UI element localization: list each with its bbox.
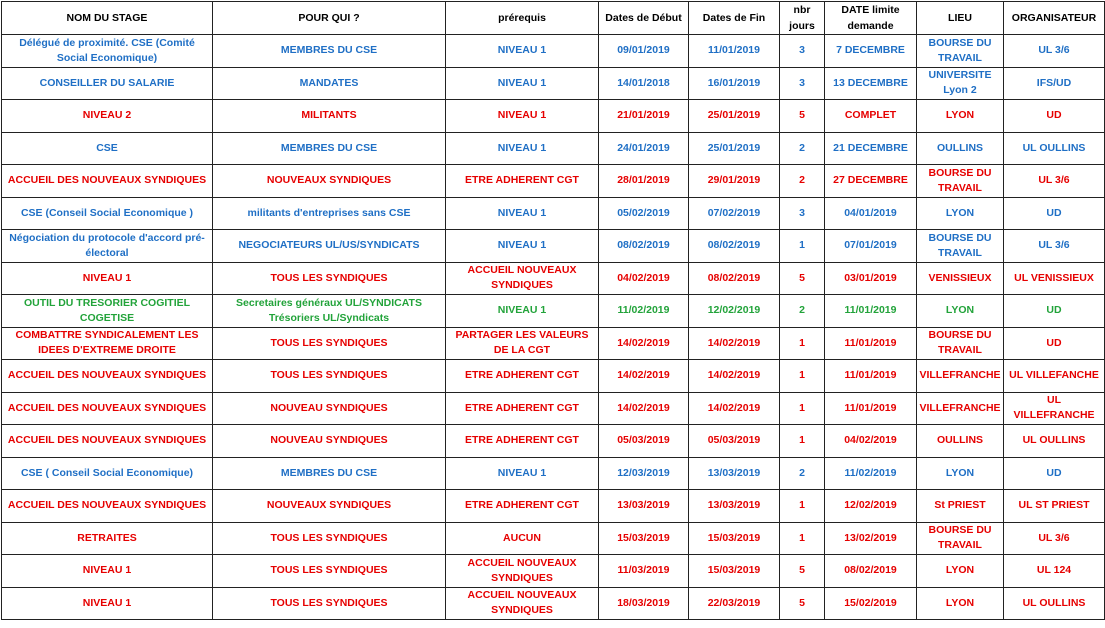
cell-date-limite: 08/02/2019 xyxy=(825,555,917,588)
cell-pour-qui: NOUVEAU SYNDIQUES xyxy=(213,392,446,425)
table-row xyxy=(2,35,1105,68)
cell-pour-qui: MEMBRES DU CSE xyxy=(213,132,446,165)
cell-lieu: BOURSE DU TRAVAIL xyxy=(917,230,1004,263)
cell-date-debut: 05/02/2019 xyxy=(599,197,689,230)
cell-date-fin: 13/03/2019 xyxy=(689,490,780,523)
header-row xyxy=(2,2,1105,35)
cell-nbr-jours: 1 xyxy=(780,522,825,555)
table-row xyxy=(2,360,1105,393)
cell-organisateur: UL OULLINS xyxy=(1004,425,1105,458)
cell-nom-du-stage: OUTIL DU TRESORIER COGITIEL COGETISE xyxy=(2,295,213,328)
cell-date-limite: 12/02/2019 xyxy=(825,490,917,523)
cell-prerequis: ETRE ADHERENT CGT xyxy=(446,165,599,198)
cell-nom-du-stage: NIVEAU 1 xyxy=(2,587,213,620)
cell-date-debut: 14/01/2018 xyxy=(599,67,689,100)
cell-prerequis: ETRE ADHERENT CGT xyxy=(446,392,599,425)
cell-prerequis: ETRE ADHERENT CGT xyxy=(446,360,599,393)
cell-pour-qui: MEMBRES DU CSE xyxy=(213,457,446,490)
cell-pour-qui: TOUS LES SYNDIQUES xyxy=(213,522,446,555)
cell-date-limite: 11/02/2019 xyxy=(825,457,917,490)
cell-lieu: BOURSE DU TRAVAIL xyxy=(917,35,1004,68)
cell-organisateur: UL 124 xyxy=(1004,555,1105,588)
cell-nbr-jours: 1 xyxy=(780,360,825,393)
cell-lieu: LYON xyxy=(917,100,1004,133)
cell-lieu: VILLEFRANCHE xyxy=(917,360,1004,393)
cell-date-fin: 15/03/2019 xyxy=(689,555,780,588)
cell-date-debut: 13/03/2019 xyxy=(599,490,689,523)
cell-date-limite: 13/02/2019 xyxy=(825,522,917,555)
header-prerequis: prérequis xyxy=(446,2,599,35)
cell-date-debut: 14/02/2019 xyxy=(599,360,689,393)
cell-nbr-jours: 5 xyxy=(780,262,825,295)
table-row xyxy=(2,197,1105,230)
cell-organisateur: UD xyxy=(1004,197,1105,230)
cell-date-fin: 22/03/2019 xyxy=(689,587,780,620)
cell-date-fin: 14/02/2019 xyxy=(689,392,780,425)
cell-date-debut: 24/01/2019 xyxy=(599,132,689,165)
header-date-limite: DATE limite demande xyxy=(825,2,917,35)
header-nom-du-stage: NOM DU STAGE xyxy=(2,2,213,35)
table-row xyxy=(2,67,1105,100)
cell-date-fin: 08/02/2019 xyxy=(689,230,780,263)
cell-date-limite: 04/02/2019 xyxy=(825,425,917,458)
cell-date-fin: 14/02/2019 xyxy=(689,360,780,393)
cell-lieu: OULLINS xyxy=(917,132,1004,165)
cell-pour-qui: TOUS LES SYNDIQUES xyxy=(213,360,446,393)
cell-prerequis: ACCUEIL NOUVEAUX SYNDIQUES xyxy=(446,262,599,295)
cell-pour-qui: TOUS LES SYNDIQUES xyxy=(213,587,446,620)
cell-date-fin: 15/03/2019 xyxy=(689,522,780,555)
cell-pour-qui: MANDATES xyxy=(213,67,446,100)
table-row xyxy=(2,587,1105,620)
cell-date-fin: 12/02/2019 xyxy=(689,295,780,328)
table-row xyxy=(2,392,1105,425)
cell-nbr-jours: 1 xyxy=(780,425,825,458)
cell-date-debut: 14/02/2019 xyxy=(599,392,689,425)
header-pour-qui: POUR QUI ? xyxy=(213,2,446,35)
cell-prerequis: NIVEAU 1 xyxy=(446,100,599,133)
header-nbr-jours: nbr jours xyxy=(780,2,825,35)
cell-nbr-jours: 5 xyxy=(780,555,825,588)
cell-organisateur: UD xyxy=(1004,295,1105,328)
cell-pour-qui: militants d'entreprises sans CSE xyxy=(213,197,446,230)
cell-date-fin: 25/01/2019 xyxy=(689,132,780,165)
cell-date-limite: 11/01/2019 xyxy=(825,392,917,425)
cell-organisateur: UL VILLEFANCHE xyxy=(1004,360,1105,393)
cell-lieu: St PRIEST xyxy=(917,490,1004,523)
cell-prerequis: NIVEAU 1 xyxy=(446,230,599,263)
cell-pour-qui: NEGOCIATEURS UL/US/SYNDICATS xyxy=(213,230,446,263)
cell-nbr-jours: 2 xyxy=(780,165,825,198)
cell-prerequis: AUCUN xyxy=(446,522,599,555)
cell-date-fin: 16/01/2019 xyxy=(689,67,780,100)
cell-date-fin: 08/02/2019 xyxy=(689,262,780,295)
header-date-fin: Dates de Fin xyxy=(689,2,780,35)
cell-date-fin: 05/03/2019 xyxy=(689,425,780,458)
cell-organisateur: IFS/UD xyxy=(1004,67,1105,100)
cell-nom-du-stage: NIVEAU 1 xyxy=(2,262,213,295)
header-date-debut: Dates de Début xyxy=(599,2,689,35)
cell-nom-du-stage: Délégué de proximité. CSE (Comité Social Economique) xyxy=(2,35,213,68)
cell-nom-du-stage: NIVEAU 2 xyxy=(2,100,213,133)
cell-date-limite: 15/02/2019 xyxy=(825,587,917,620)
cell-date-debut: 11/03/2019 xyxy=(599,555,689,588)
cell-pour-qui: NOUVEAUX SYNDIQUES xyxy=(213,490,446,523)
cell-lieu: VILLEFRANCHE xyxy=(917,392,1004,425)
table-row xyxy=(2,262,1105,295)
cell-date-fin: 14/02/2019 xyxy=(689,327,780,360)
cell-date-limite: 7 DECEMBRE xyxy=(825,35,917,68)
cell-nbr-jours: 2 xyxy=(780,457,825,490)
cell-date-debut: 05/03/2019 xyxy=(599,425,689,458)
cell-organisateur: UL OULLINS xyxy=(1004,132,1105,165)
header-lieu: LIEU xyxy=(917,2,1004,35)
cell-prerequis: NIVEAU 1 xyxy=(446,457,599,490)
cell-pour-qui: NOUVEAUX SYNDIQUES xyxy=(213,165,446,198)
cell-organisateur: UL 3/6 xyxy=(1004,230,1105,263)
cell-lieu: LYON xyxy=(917,197,1004,230)
cell-prerequis: NIVEAU 1 xyxy=(446,132,599,165)
cell-organisateur: UL ST PRIEST xyxy=(1004,490,1105,523)
cell-organisateur: UD xyxy=(1004,100,1105,133)
cell-prerequis: PARTAGER LES VALEURS DE LA CGT xyxy=(446,327,599,360)
cell-nbr-jours: 5 xyxy=(780,100,825,133)
cell-date-debut: 14/02/2019 xyxy=(599,327,689,360)
cell-nom-du-stage: CSE xyxy=(2,132,213,165)
table-row xyxy=(2,100,1105,133)
cell-lieu: LYON xyxy=(917,587,1004,620)
cell-date-debut: 08/02/2019 xyxy=(599,230,689,263)
table-row xyxy=(2,295,1105,328)
cell-date-fin: 11/01/2019 xyxy=(689,35,780,68)
cell-date-limite: 13 DECEMBRE xyxy=(825,67,917,100)
cell-prerequis: ACCUEIL NOUVEAUX SYNDIQUES xyxy=(446,555,599,588)
cell-date-debut: 18/03/2019 xyxy=(599,587,689,620)
cell-nom-du-stage: COMBATTRE SYNDICALEMENT LES IDEES D'EXTREME DROITE xyxy=(2,327,213,360)
cell-date-debut: 15/03/2019 xyxy=(599,522,689,555)
cell-pour-qui: Secretaires généraux UL/SYNDICATS Trésoriers UL/Syndicats xyxy=(213,295,446,328)
training-schedule-table xyxy=(1,1,1105,620)
table-row xyxy=(2,327,1105,360)
cell-date-limite: 03/01/2019 xyxy=(825,262,917,295)
cell-nom-du-stage: Négociation du protocole d'accord pré-électoral xyxy=(2,230,213,263)
cell-organisateur: UL 3/6 xyxy=(1004,35,1105,68)
cell-nom-du-stage: ACCUEIL DES NOUVEAUX SYNDIQUES xyxy=(2,490,213,523)
table-row xyxy=(2,132,1105,165)
cell-nbr-jours: 1 xyxy=(780,490,825,523)
cell-date-fin: 29/01/2019 xyxy=(689,165,780,198)
table-row xyxy=(2,425,1105,458)
table-row xyxy=(2,230,1105,263)
table-row xyxy=(2,555,1105,588)
cell-organisateur: UL VENISSIEUX xyxy=(1004,262,1105,295)
cell-nom-du-stage: CSE ( Conseil Social Economique) xyxy=(2,457,213,490)
cell-prerequis: ACCUEIL NOUVEAUX SYNDIQUES xyxy=(446,587,599,620)
cell-prerequis: ETRE ADHERENT CGT xyxy=(446,490,599,523)
cell-lieu: LYON xyxy=(917,457,1004,490)
cell-date-debut: 12/03/2019 xyxy=(599,457,689,490)
cell-nom-du-stage: ACCUEIL DES NOUVEAUX SYNDIQUES xyxy=(2,360,213,393)
cell-nbr-jours: 1 xyxy=(780,230,825,263)
cell-date-limite: 04/01/2019 xyxy=(825,197,917,230)
cell-pour-qui: TOUS LES SYNDIQUES xyxy=(213,262,446,295)
table-row xyxy=(2,457,1105,490)
cell-date-limite: 07/01/2019 xyxy=(825,230,917,263)
cell-lieu: VENISSIEUX xyxy=(917,262,1004,295)
cell-prerequis: NIVEAU 1 xyxy=(446,35,599,68)
table-row xyxy=(2,165,1105,198)
cell-nbr-jours: 2 xyxy=(780,295,825,328)
cell-nom-du-stage: ACCUEIL DES NOUVEAUX SYNDIQUES xyxy=(2,425,213,458)
cell-organisateur: UL OULLINS xyxy=(1004,587,1105,620)
cell-nom-du-stage: RETRAITES xyxy=(2,522,213,555)
cell-nom-du-stage: NIVEAU 1 xyxy=(2,555,213,588)
cell-pour-qui: TOUS LES SYNDIQUES xyxy=(213,555,446,588)
cell-prerequis: ETRE ADHERENT CGT xyxy=(446,425,599,458)
cell-date-limite: 11/01/2019 xyxy=(825,360,917,393)
cell-lieu: BOURSE DU TRAVAIL xyxy=(917,522,1004,555)
cell-nom-du-stage: CSE (Conseil Social Economique ) xyxy=(2,197,213,230)
cell-pour-qui: MEMBRES DU CSE xyxy=(213,35,446,68)
cell-organisateur: UL VILLEFRANCHE xyxy=(1004,392,1105,425)
cell-date-debut: 11/02/2019 xyxy=(599,295,689,328)
cell-date-limite: 11/01/2019 xyxy=(825,295,917,328)
cell-nbr-jours: 3 xyxy=(780,197,825,230)
header-organisateur: ORGANISATEUR xyxy=(1004,2,1105,35)
cell-nbr-jours: 1 xyxy=(780,392,825,425)
cell-date-limite: 27 DECEMBRE xyxy=(825,165,917,198)
cell-nbr-jours: 3 xyxy=(780,67,825,100)
cell-date-limite: 11/01/2019 xyxy=(825,327,917,360)
cell-lieu: OULLINS xyxy=(917,425,1004,458)
cell-date-limite: 21 DECEMBRE xyxy=(825,132,917,165)
table-row xyxy=(2,490,1105,523)
table-row xyxy=(2,522,1105,555)
cell-prerequis: NIVEAU 1 xyxy=(446,197,599,230)
cell-date-debut: 28/01/2019 xyxy=(599,165,689,198)
cell-organisateur: UL 3/6 xyxy=(1004,165,1105,198)
cell-date-fin: 13/03/2019 xyxy=(689,457,780,490)
cell-organisateur: UD xyxy=(1004,457,1105,490)
cell-pour-qui: MILITANTS xyxy=(213,100,446,133)
cell-prerequis: NIVEAU 1 xyxy=(446,295,599,328)
cell-organisateur: UD xyxy=(1004,327,1105,360)
cell-date-fin: 25/01/2019 xyxy=(689,100,780,133)
cell-nbr-jours: 2 xyxy=(780,132,825,165)
cell-prerequis: NIVEAU 1 xyxy=(446,67,599,100)
cell-nom-du-stage: ACCUEIL DES NOUVEAUX SYNDIQUES xyxy=(2,392,213,425)
cell-date-fin: 07/02/2019 xyxy=(689,197,780,230)
cell-nbr-jours: 1 xyxy=(780,327,825,360)
cell-nbr-jours: 5 xyxy=(780,587,825,620)
cell-date-limite: COMPLET xyxy=(825,100,917,133)
cell-nbr-jours: 3 xyxy=(780,35,825,68)
cell-lieu: BOURSE DU TRAVAIL xyxy=(917,165,1004,198)
cell-nom-du-stage: ACCUEIL DES NOUVEAUX SYNDIQUES xyxy=(2,165,213,198)
cell-pour-qui: NOUVEAU SYNDIQUES xyxy=(213,425,446,458)
cell-date-debut: 09/01/2019 xyxy=(599,35,689,68)
cell-organisateur: UL 3/6 xyxy=(1004,522,1105,555)
cell-lieu: LYON xyxy=(917,295,1004,328)
cell-date-debut: 21/01/2019 xyxy=(599,100,689,133)
cell-pour-qui: TOUS LES SYNDIQUES xyxy=(213,327,446,360)
cell-nom-du-stage: CONSEILLER DU SALARIE xyxy=(2,67,213,100)
cell-date-debut: 04/02/2019 xyxy=(599,262,689,295)
cell-lieu: BOURSE DU TRAVAIL xyxy=(917,327,1004,360)
cell-lieu: LYON xyxy=(917,555,1004,588)
cell-lieu: UNIVERSITE Lyon 2 xyxy=(917,67,1004,100)
